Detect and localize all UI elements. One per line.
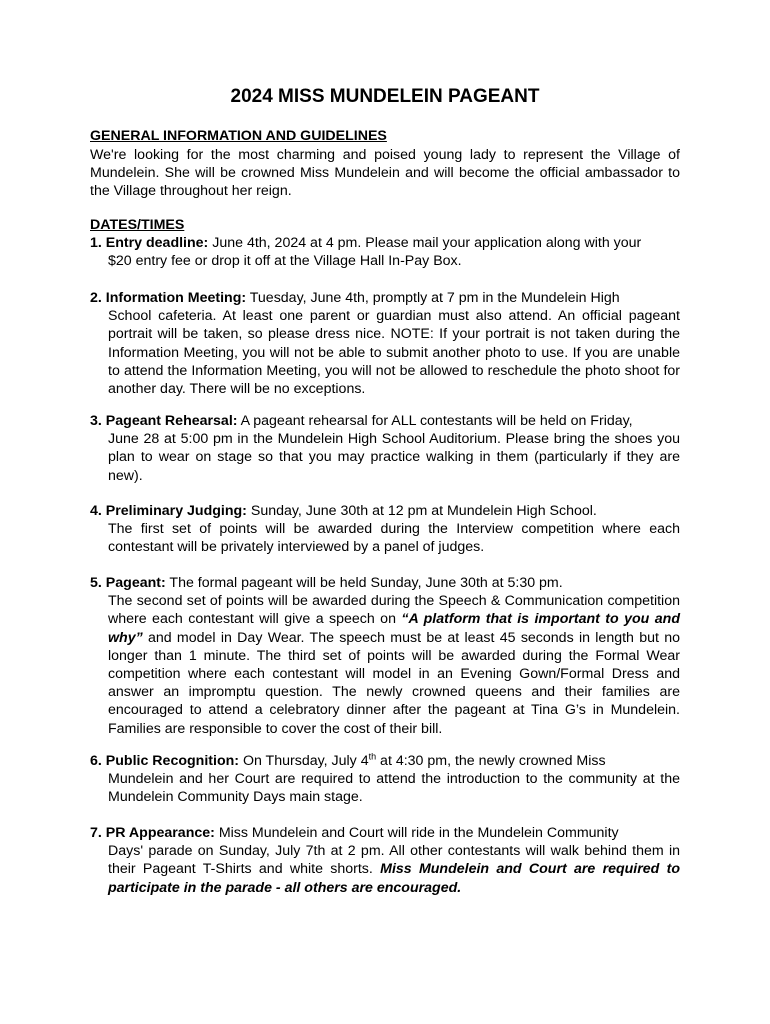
item-number: 4. [90, 503, 102, 519]
page-title: 2024 MISS MUNDELEIN PAGEANT [230, 86, 540, 107]
item-continuation [90, 592, 680, 738]
item-continuation: Mundelein and her Court are required to attend the introduction to the community at the Mundelein Community Days main stage. [108, 771, 680, 806]
item-continuation: June 28 at 5:00 pm in the Mundelein High School Auditorium. Please bring the shoes you plan to wear on stage so that you may practice walking in them (particularly if they are new). [108, 431, 680, 484]
item-text: Days' parade on Sunday, July 7th at 2 pm. All other contestants will walk behind them in their Pageant T-Shirts and white shorts. [108, 843, 680, 878]
general-info-text: We're looking for the most charming and poised young lady to represent the Village of Mundelein. She will be crowned Miss Mundelein and will become the official ambassador to the Village throughout her reign. [90, 147, 680, 200]
item-text: at 4:30 pm, the newly crowned Miss [376, 753, 606, 769]
item-text: The second set of points will be awarded during the Speech & Communication competition where each contestant will give a speech on [108, 593, 680, 628]
item-text: June 4th, 2024 at 4 pm. Please mail your application along with your [208, 235, 642, 251]
list-item-pageant [90, 574, 680, 738]
ordinal-suffix: th [368, 751, 377, 762]
item-number: 2. [90, 290, 102, 306]
list-item-public-recognition [90, 752, 680, 807]
item-number: 5. [90, 575, 102, 591]
item-text: and model in Day Wear. The speech must be at least 45 seconds in length but no longer than 1 minute. The third set of points will be awarded during the Formal Wear competition where each contestant will model in an Evening Gown/Formal Dress and answer an impromptu question. The newly crowned queens and their families are encouraged to attend a celebratory dinner after the pageant at Tina G’s in Mundelein. Families are responsible to cover the cost of their bill. [108, 629, 680, 737]
item-text: The formal pageant will be held Sunday, June 30th at 5:30 pm. [165, 575, 563, 591]
item-label: Information Meeting: [105, 290, 247, 306]
list-item-information-meeting [90, 289, 680, 398]
list-item-pr-appearance [90, 824, 680, 897]
item-text: Miss Mundelein and Court will ride in the Mundelein Community [214, 825, 619, 841]
speech-topic-emphasis: “A platform that is important to you and why” [108, 611, 680, 646]
item-label: PR Appearance: [105, 825, 215, 841]
item-number: 7. [90, 825, 102, 841]
item-text: Sunday, June 30th at 12 pm at Mundelein High School. [246, 503, 597, 519]
item-number: 1. [90, 235, 102, 251]
item-label: Public Recognition: [105, 753, 239, 769]
item-label: Preliminary Judging: [105, 503, 247, 519]
list-item-preliminary-judging [90, 502, 680, 557]
item-label: Entry deadline: [105, 235, 209, 251]
parade-requirement-emphasis: Miss Mundelein and Court are required to participate in the parade - all others are encouraged. [108, 861, 680, 896]
item-continuation: School cafeteria. At least one parent or guardian must also attend. An official pageant portrait will be taken, so please dress nice. NOTE: If your portrait is not taken during the Information Meeting, you will not be able to submit another photo to use. If you are unable to attend the Information Meeting, you will not be allowed to reschedule the photo shoot for another day. There will be no exceptions. [108, 308, 680, 398]
item-label: Pageant: [105, 575, 166, 591]
dates-times-heading: DATES/TIMES [90, 217, 185, 233]
list-item-pageant-rehearsal [90, 412, 680, 485]
item-continuation: $20 entry fee or drop it off at the Village Hall In-Pay Box. [108, 253, 462, 270]
item-number: 3. [90, 413, 102, 429]
item-continuation: The first set of points will be awarded during the Interview competition where each contestant will be privately interviewed by a panel of judges. [108, 521, 680, 556]
item-text: On Thursday, July 4 [239, 753, 369, 769]
item-text: A pageant rehearsal for ALL contestants will be held on Friday, [237, 413, 633, 429]
item-text: Tuesday, June 4th, promptly at 7 pm in the Mundelein High [246, 290, 620, 306]
item-number: 6. [90, 753, 102, 769]
list-item-entry-deadline [90, 234, 680, 270]
item-label: Pageant Rehearsal: [105, 413, 238, 429]
general-info-heading: GENERAL INFORMATION AND GUIDELINES [90, 128, 387, 144]
item-continuation [90, 842, 680, 897]
